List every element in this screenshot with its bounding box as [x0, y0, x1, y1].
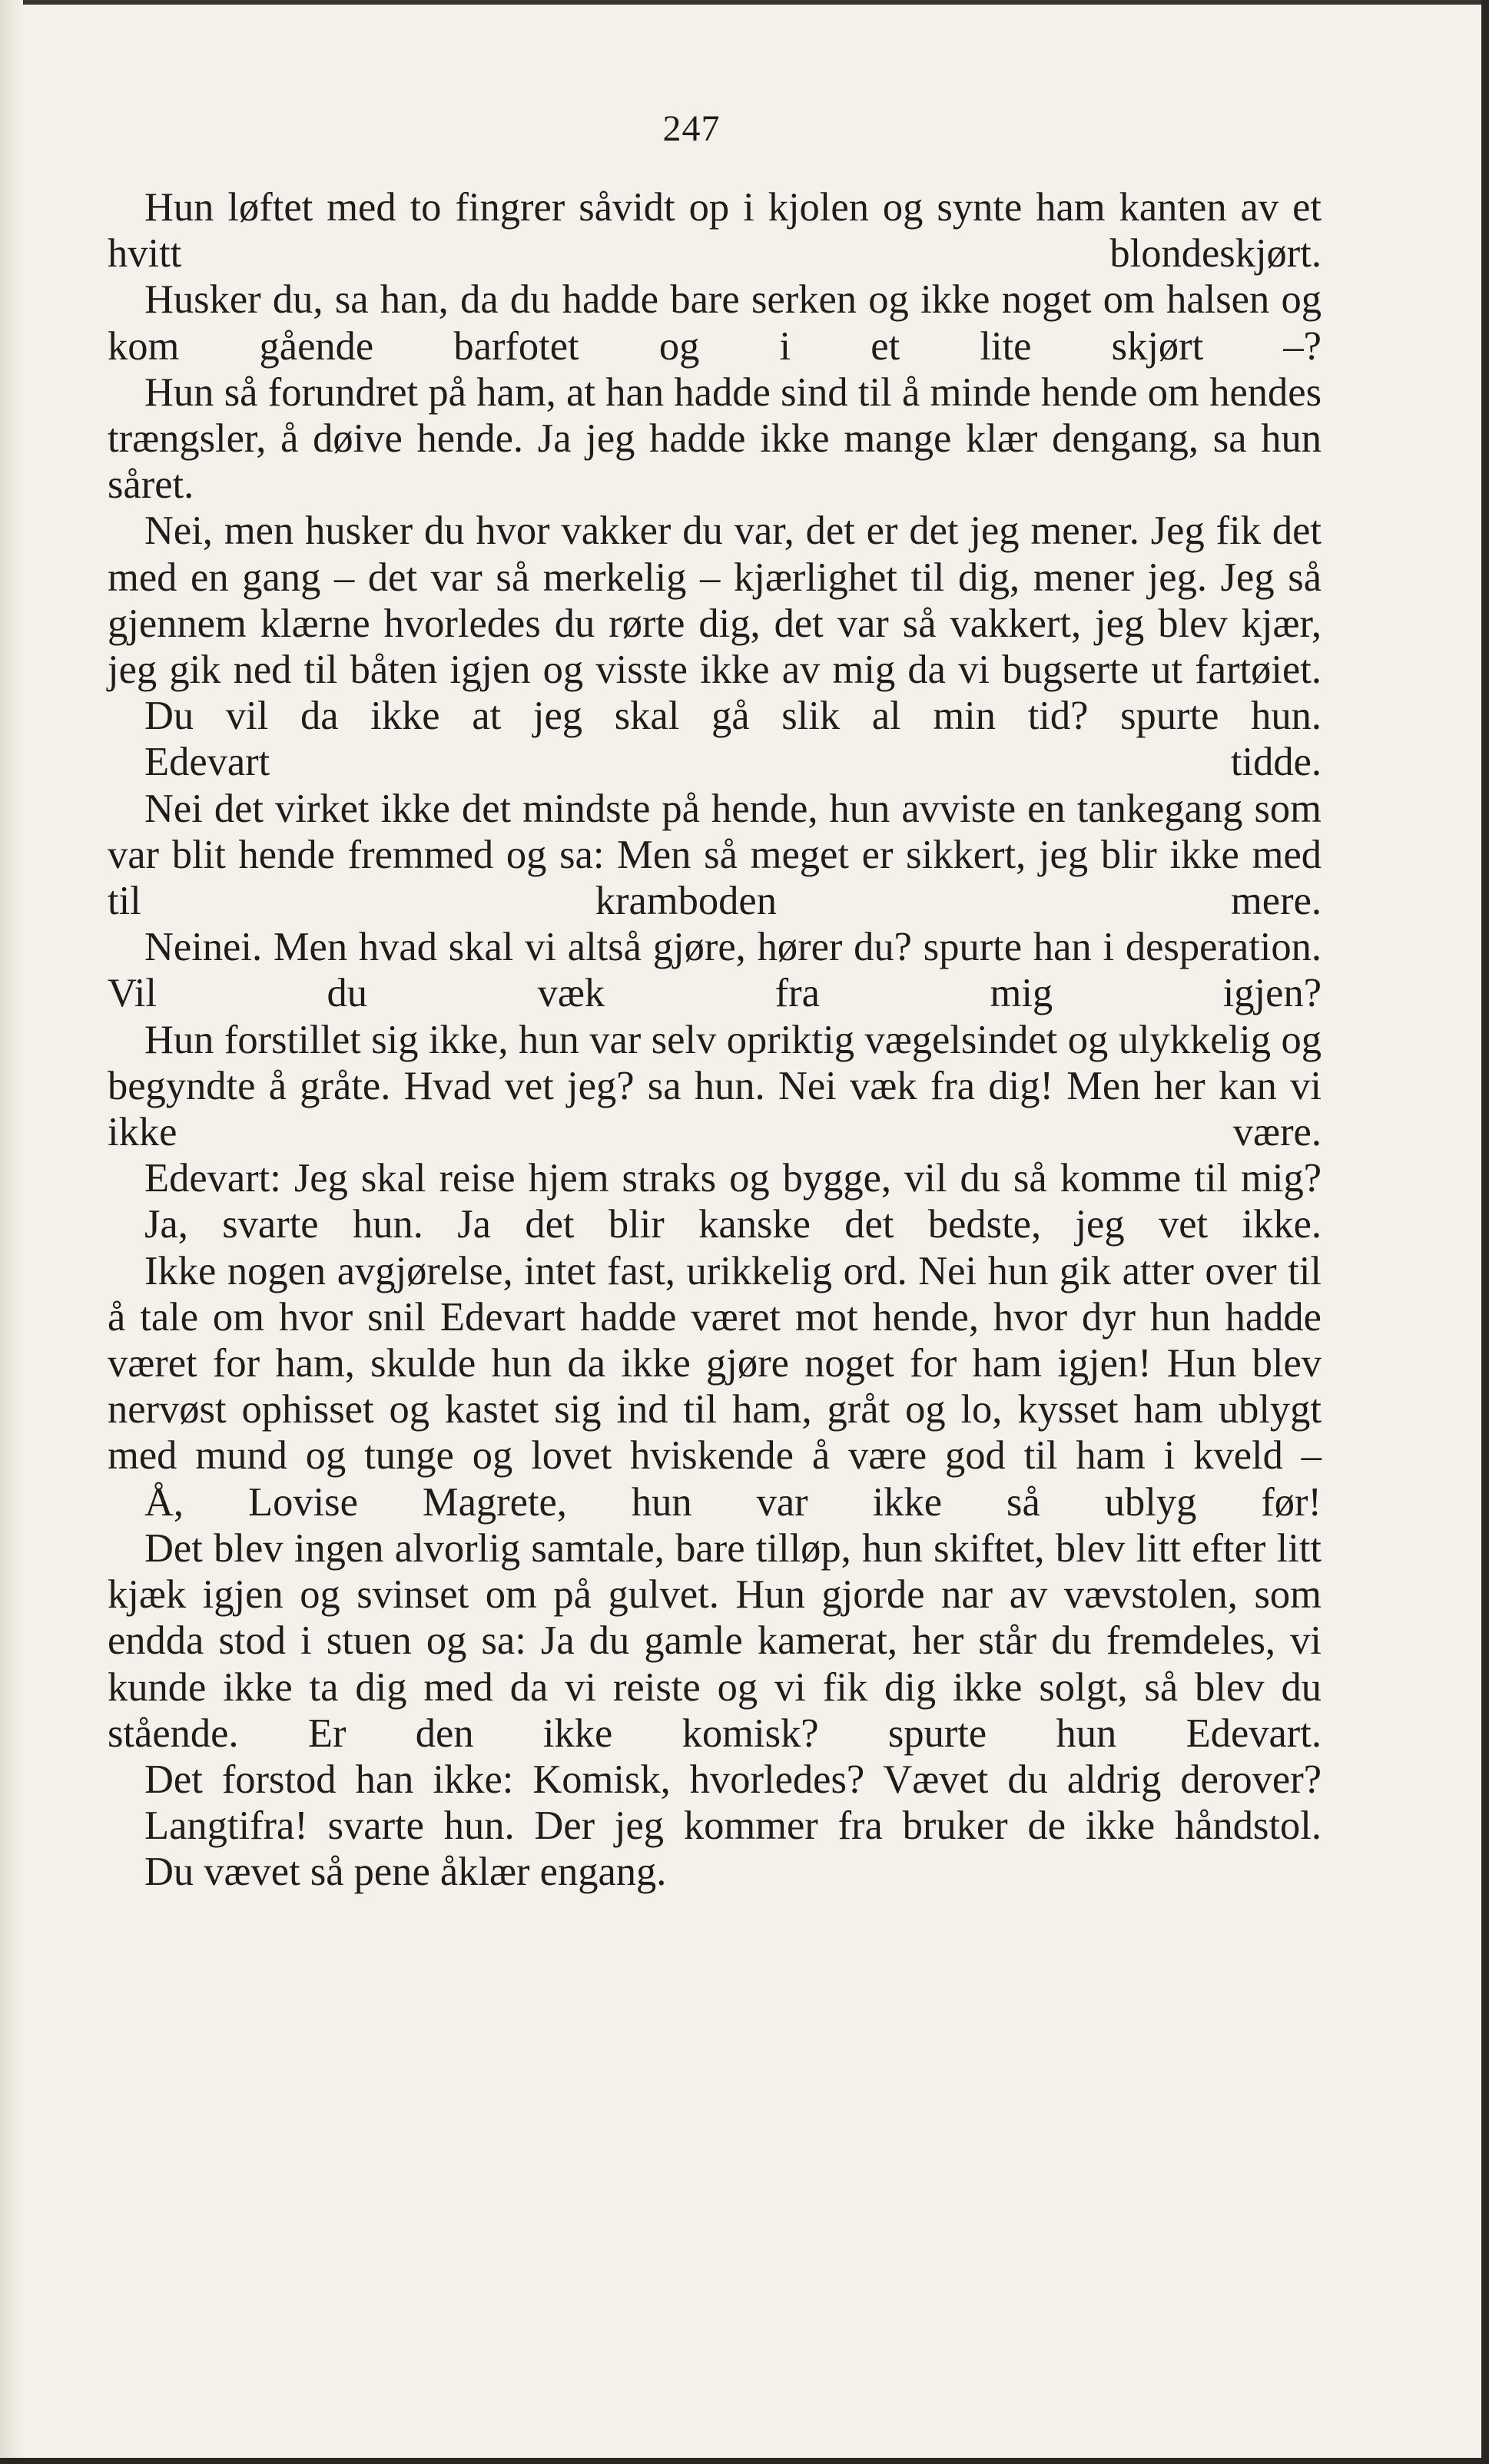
paragraph: Nei, men husker du hvor vakker du var, det er det jeg mener. Jeg fik det med en gang – det var så merkelig – kjærlighet til dig, mener jeg. Jeg så gjennem klærne hvorledes du rørte dig, det var så vakkert, jeg blev kjær, jeg gik ned til båten igjen og visste ikke av mig da vi bugserte ut fartøiet. [108, 508, 1322, 693]
paragraph: Å, Lovise Magrete, hun var ikke så ublyg før! [144, 1479, 1322, 1525]
paragraph: Hun så forundret på ham, at han hadde sind til å minde hende om hendes trængsler, å døive hende. Ja jeg hadde ikke mange klær dengang, sa hun såret. [108, 369, 1322, 508]
paragraph: Hun forstillet sig ikke, hun var selv opriktig vægelsindet og ulykkelig og begyndte å gråte. Hvad vet jeg? sa hun. Nei væk fra dig! Men her kan vi ikke være. [108, 1017, 1322, 1155]
paragraph: Ikke nogen avgjørelse, intet fast, urikkelig ord. Nei hun gik atter over til å tale om hvor snil Edevart hadde været mot hende, hvor dyr hun hadde været for ham, skulde hun da ikke gjøre noget for ham igjen! Hun blev nervøst ophisset og kastet sig ind til ham, gråt og lo, kysset ham ublygt med mund og tunge og lovet hviskende å være god til ham i kveld – [108, 1248, 1322, 1479]
paragraph: Edevart: Jeg skal reise hjem straks og bygge, vil du så komme til mig? [144, 1156, 1322, 1201]
page-number: 247 [662, 108, 721, 149]
paragraph: Langtifra! svarte hun. Der jeg kommer fra bruker de ikke håndstol. [144, 1803, 1322, 1849]
paragraph: Det forstod han ikke: Komisk, hvorledes? Vævet du aldrig derover? [144, 1757, 1322, 1802]
paragraph: Husker du, sa han, da du hadde bare serken og ikke noget om halsen og kom gående barfotet og i et lite skjørt –? [108, 277, 1322, 369]
paragraph: Hun løftet med to fingrer såvidt op i kjolen og synte ham kanten av et hvitt blondeskjørt. [108, 185, 1322, 277]
paragraph: Nei det virket ikke det mindste på hende, hun avviste en tankegang som var blit hende fremmed og sa: Men så meget er sikkert, jeg blir ikke med til kramboden mere. [108, 786, 1322, 924]
page-right-edge [1481, 0, 1489, 2464]
paragraph: Ja, svarte hun. Ja det blir kanske det bedste, jeg vet ikke. [144, 1202, 1322, 1247]
paragraph: Neinei. Men hvad skal vi altså gjøre, hører du? spurte han i desperation. Vil du væk fra mig igjen? [108, 925, 1322, 1016]
paragraph: Du vævet så pene åklær engang. [144, 1850, 667, 1895]
page-top-edge [0, 0, 1489, 5]
paragraph: Det blev ingen alvorlig samtale, bare tilløp, hun skiftet, blev litt efter litt kjæk igjen og svinset om på gulvet. Hun gjorde nar av vævstolen, som endda stod i stuen og sa: Ja du gamle kamerat, her står du fremdeles, vi kunde ikke ta dig med da vi reiste og vi fik dig ikke solgt, så blev du stående. Er den ikke komisk? spurte hun Edevart. [108, 1525, 1322, 1756]
page-binding-edge [0, 0, 23, 2464]
paragraph: Du vil da ikke at jeg skal gå slik al min tid? spurte hun. [144, 694, 1322, 739]
page-bottom-edge [0, 2458, 1489, 2464]
body-text [108, 184, 1322, 1896]
paragraph: Edevart tidde. [144, 740, 1322, 785]
